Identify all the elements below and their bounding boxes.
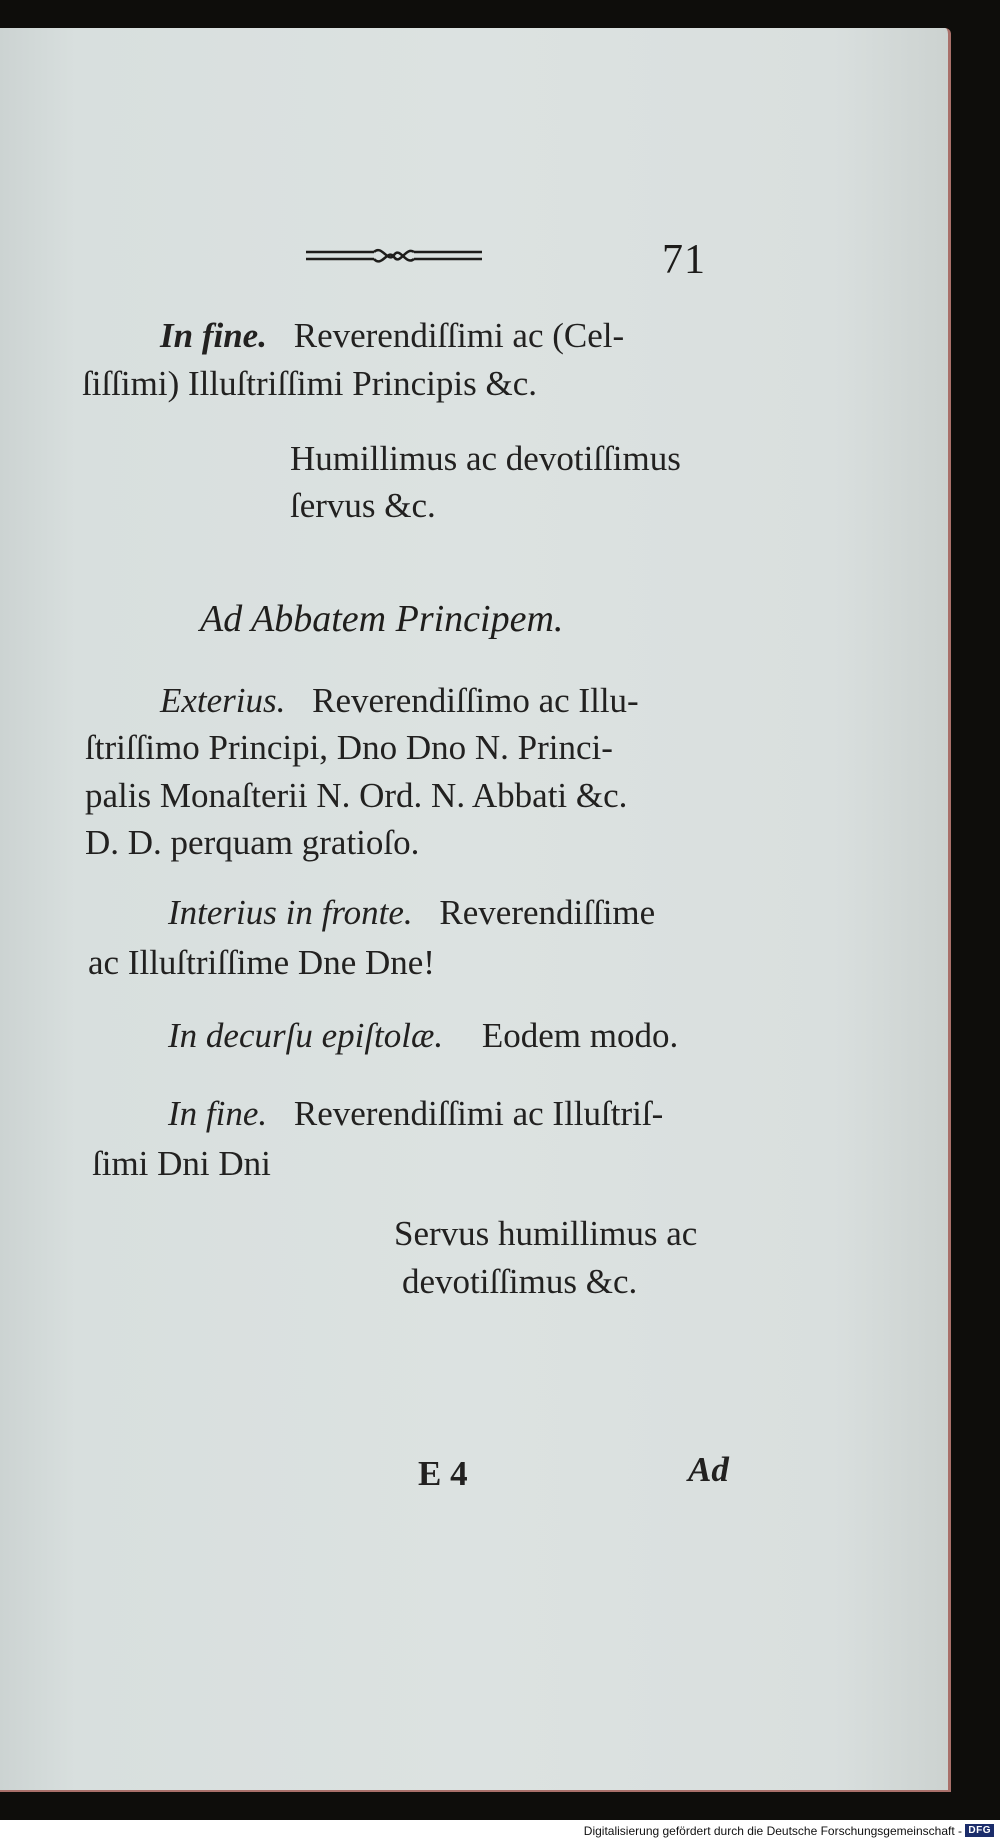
line-text: Reverendiſſime — [439, 893, 656, 932]
text-line-14: Servus humillimus ac — [394, 1214, 698, 1253]
line-text: Reverendiſſimi ac Illuſtriſ- — [293, 1094, 664, 1133]
line-text: Reverendiſſimo ac Illu- — [312, 681, 639, 720]
text-line-10: ac Illuſtriſſime Dne Dne! — [88, 943, 435, 982]
header-ornament — [304, 242, 484, 270]
text-line-5 — [160, 683, 639, 718]
text-line-8: D. D. perquam gratioſo. — [85, 823, 420, 862]
section-label: In fine. — [168, 1094, 268, 1133]
text-line-11 — [168, 1018, 678, 1053]
page-number: 71 — [662, 237, 706, 283]
digitization-credit-bar — [0, 1820, 1000, 1842]
signature-mark: E 4 — [418, 1454, 468, 1493]
text-line-2: ſiſſimi) Illuſtriſſimi Principis &c. — [82, 364, 537, 403]
text-line-15: devotiſſimus &c. — [402, 1262, 638, 1301]
section-label: In decurſu epiſtolæ. — [168, 1016, 444, 1055]
line-text: Eodem modo. — [481, 1016, 679, 1055]
text-line-12 — [168, 1096, 663, 1131]
text-line-13: ſimi Dni Dni — [92, 1144, 271, 1183]
line-text: Reverendiſſimi ac (Cel- — [293, 316, 625, 355]
text-line-3: Humillimus ac devotiſſimus — [290, 439, 681, 478]
text-line-4: ſervus &c. — [290, 486, 436, 525]
page-content — [0, 28, 948, 1790]
section-heading: Ad Abbatem Principem. — [200, 598, 564, 640]
catchword: Ad — [688, 1450, 729, 1489]
section-label: Interius in fronte. — [168, 893, 413, 932]
text-line-9 — [168, 895, 655, 930]
section-label: Exterius. — [160, 681, 286, 720]
section-label: In fine. — [160, 316, 267, 355]
text-line-6: ſtriſſimo Principi, Dno Dno N. Princi- — [85, 728, 613, 767]
text-line-7: palis Monaſterii N. Ord. N. Abbati &c. — [85, 776, 628, 815]
credit-text: Digitalisierung gefördert durch die Deutsche Forschungsgemeinschaft - — [583, 1824, 962, 1838]
book-page — [0, 28, 951, 1792]
text-line-1 — [160, 318, 624, 353]
dfg-logo: DFG — [965, 1824, 994, 1837]
